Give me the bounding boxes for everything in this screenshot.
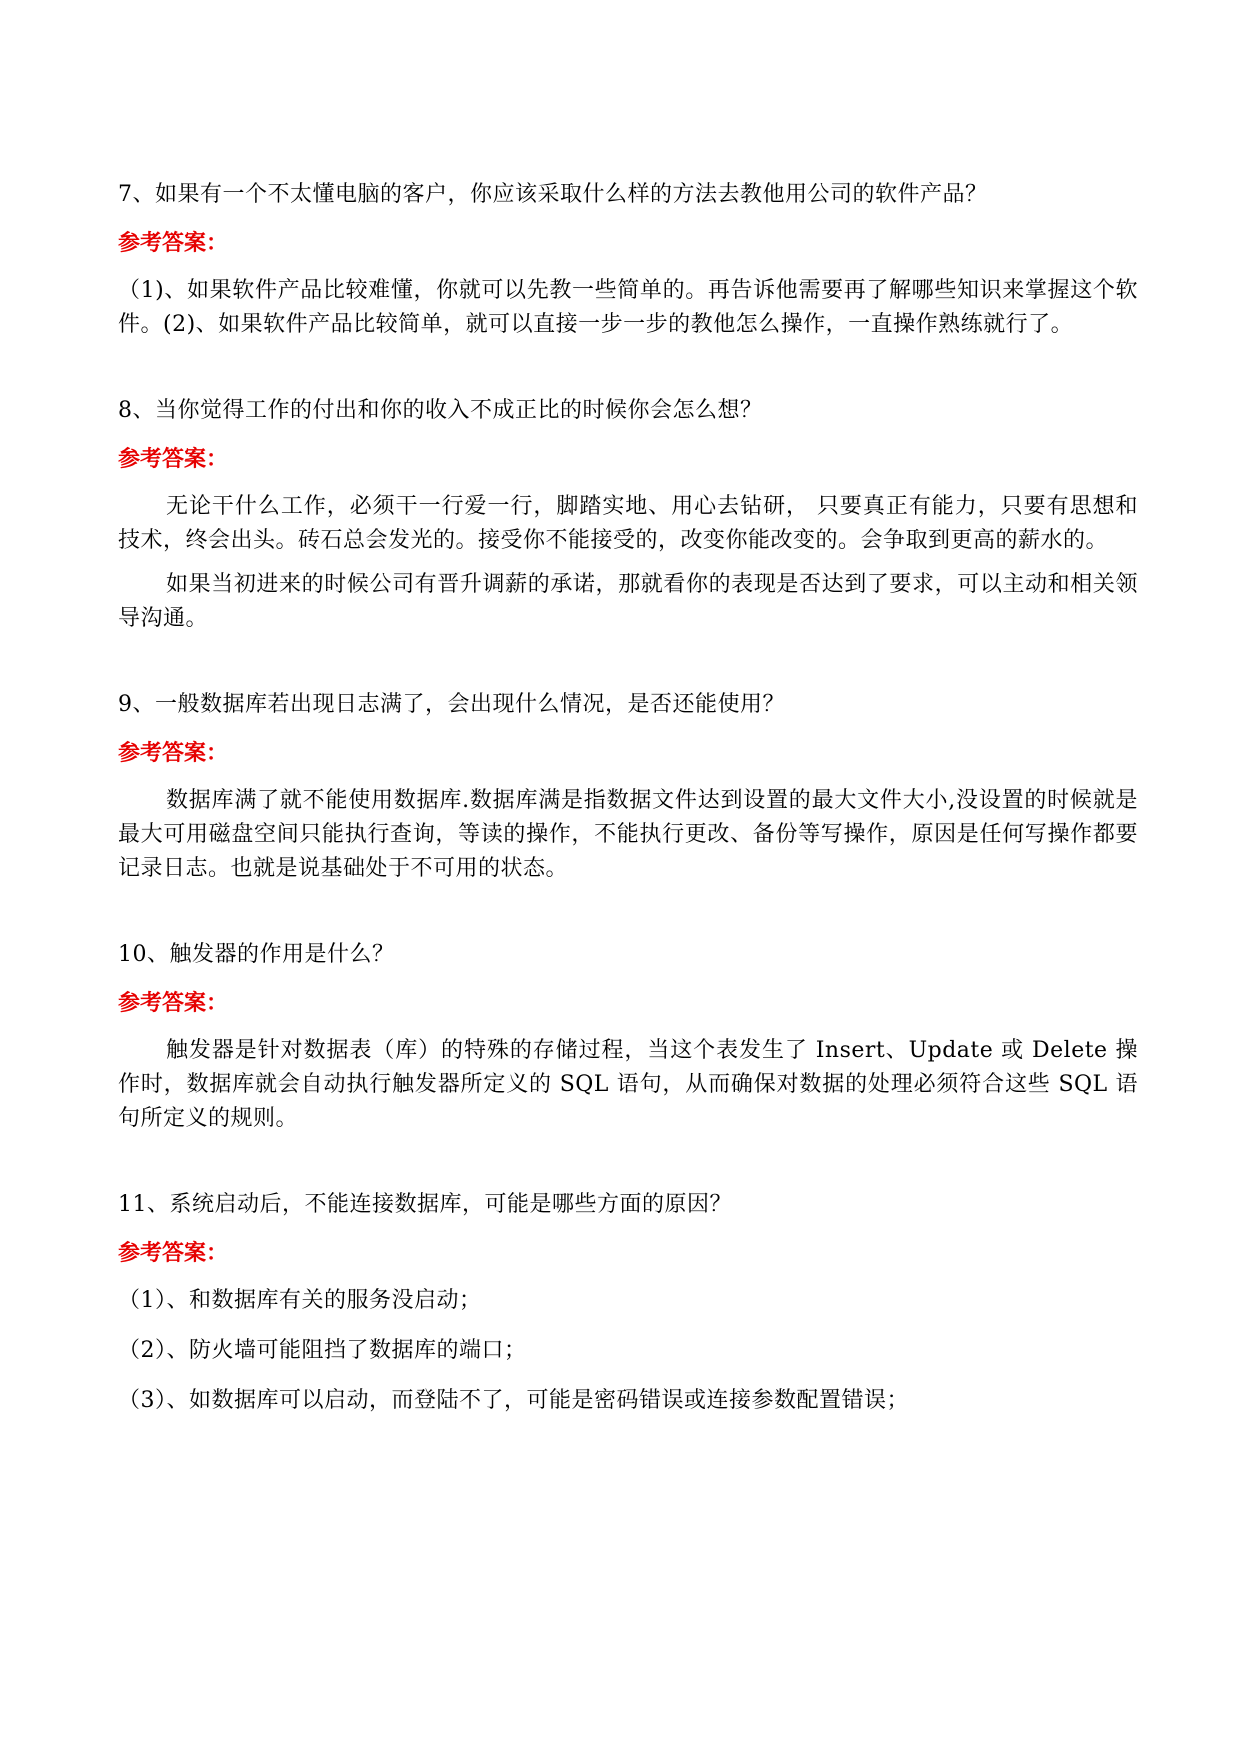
qa-item-9 [118, 688, 1138, 886]
answer-paragraph: （1)、如果软件产品比较难懂，你就可以先教一些简单的。再告诉他需要再了解哪些知识来掌握这个软件。(2)、如果软件产品比较简单，就可以直接一步一步的教他怎么操作，一直操作熟练就行了。 [118, 278, 1138, 337]
qa-item-8 [118, 394, 1138, 636]
question-text: 9、一般数据库若出现日志满了，会出现什么情况，是否还能使用？ [118, 692, 785, 717]
answer-paragraph: 无论干什么工作，必须干一行爱一行，脚踏实地、用心去钻研， 只要真正有能力，只要有思想和技术，终会出头。砖石总会发光的。接受你不能接受的，改变你能改变的。会争取到更高的薪水的。 [118, 494, 1138, 553]
question-text: 7、如果有一个不太懂电脑的客户，你应该采取什么样的方法去教他用公司的软件产品？ [118, 182, 988, 207]
answer-list-item: （3）、如数据库可以启动，而登陆不了，可能是密码错误或连接参数配置错误； [118, 1388, 909, 1413]
answer-label: 参考答案： [118, 741, 229, 766]
answer-label: 参考答案： [118, 447, 229, 472]
qa-item-11 [118, 1188, 1138, 1418]
qa-item-7 [118, 178, 1138, 342]
qa-item-10 [118, 938, 1138, 1136]
answer-label: 参考答案： [118, 231, 229, 256]
answer-list-item: （2）、防火墙可能阻挡了数据库的端口； [118, 1338, 527, 1363]
answer-paragraph: 数据库满了就不能使用数据库.数据库满是指数据文件达到设置的最大文件大小,没设置的时候就是最大可用磁盘空间只能执行查询，等读的操作，不能执行更改、备份等写操作，原因是任何写操作都要记录日志。也就是说基础处于不可用的状态。 [118, 788, 1138, 881]
question-text: 11、系统启动后，不能连接数据库，可能是哪些方面的原因？ [118, 1192, 732, 1217]
answer-paragraph: 触发器是针对数据表（库）的特殊的存储过程，当这个表发生了 Insert、Update 或 Delete 操作时，数据库就会自动执行触发器所定义的 SQL 语句，从而确保对数据的处理必须符合这些 SQL 语句所定义的规则。 [118, 1038, 1138, 1131]
answer-label: 参考答案： [118, 1241, 229, 1266]
document-page [118, 178, 1138, 1470]
question-text: 8、当你觉得工作的付出和你的收入不成正比的时候你会怎么想？ [118, 398, 763, 423]
answer-paragraph: 如果当初进来的时候公司有晋升调薪的承诺，那就看你的表现是否达到了要求，可以主动和相关领导沟通。 [118, 572, 1138, 631]
question-text: 10、触发器的作用是什么？ [118, 942, 395, 967]
answer-list-item: （1）、和数据库有关的服务没启动； [118, 1288, 482, 1313]
answer-label: 参考答案： [118, 991, 229, 1016]
